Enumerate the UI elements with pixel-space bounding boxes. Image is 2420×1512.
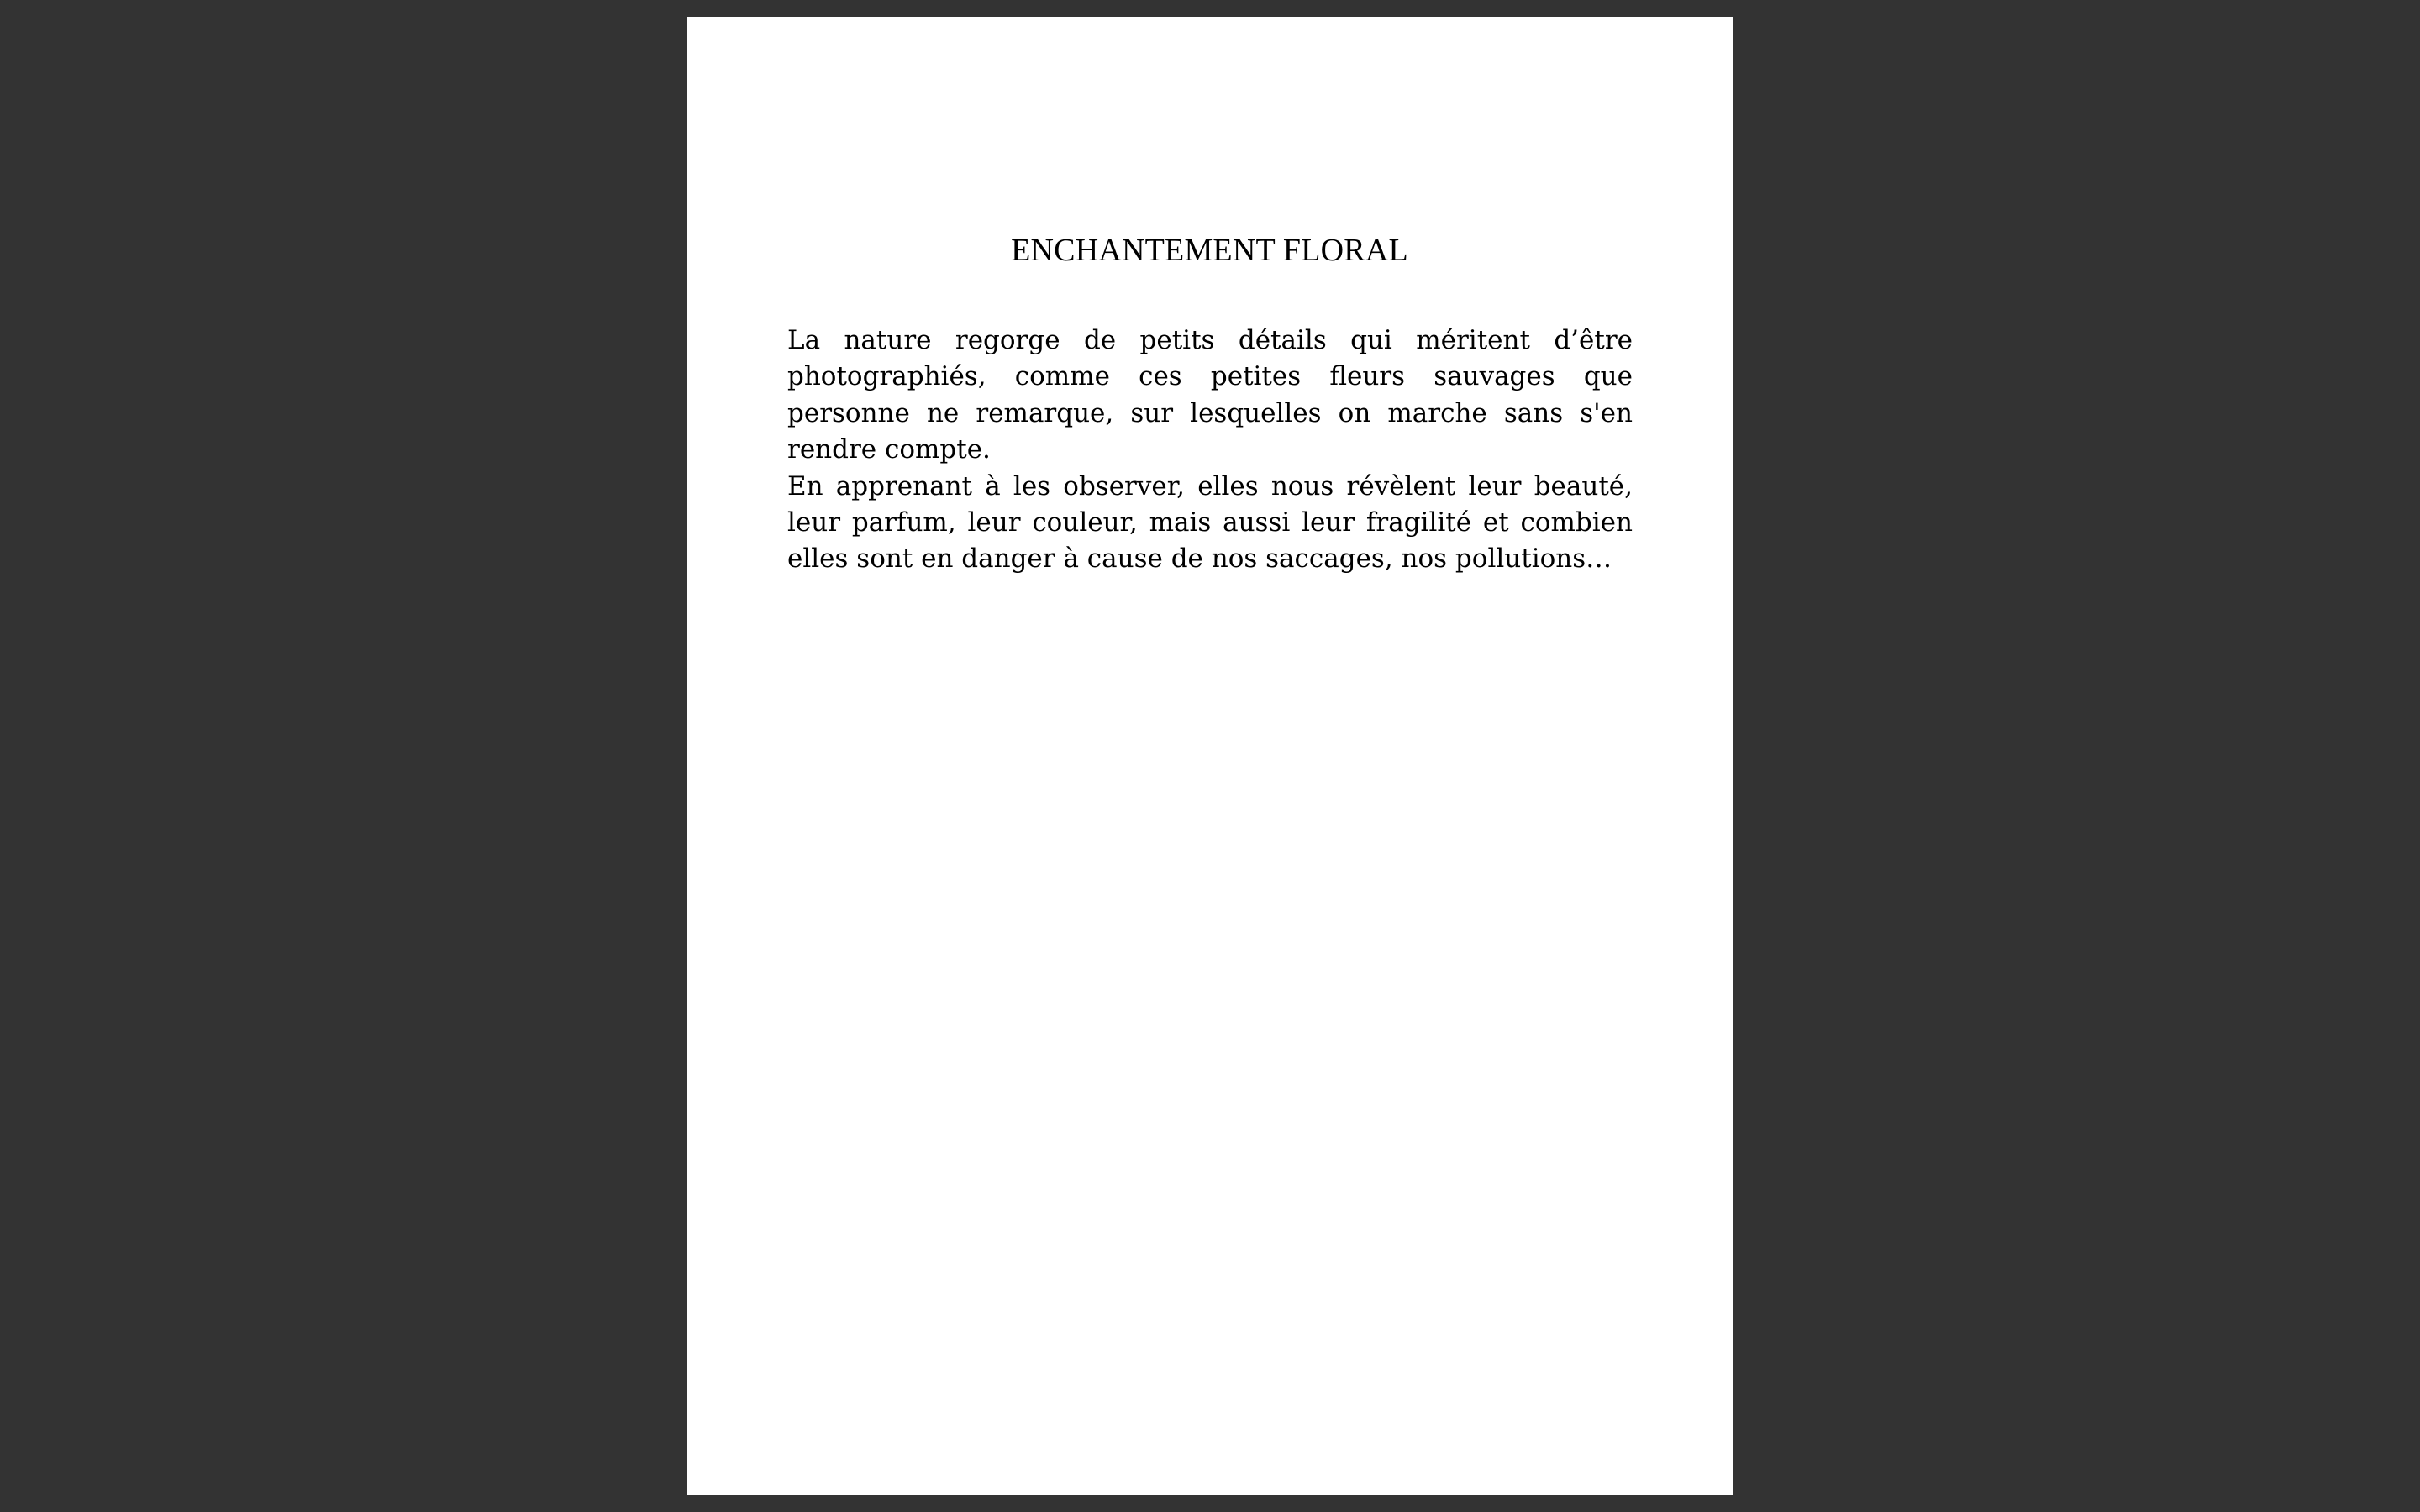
document-page (687, 17, 1733, 1495)
page-title: ENCHANTEMENT FLORAL (1011, 233, 1408, 268)
body-text (787, 323, 1633, 578)
paragraph: En apprenant à les observer, elles nous révèlent leur beauté, leur parfum, leur couleur, mais aussi leur fragilité et combien elles sont en danger à cause de nos saccages, nos pollutions… (787, 470, 1633, 575)
paragraph: La nature regorge de petits détails qui méritent d’être photographiés, comme ces petites fleurs sauvages que personne ne remarque, sur lesquelles on marche sans s'en rendre compte. (787, 325, 1633, 465)
